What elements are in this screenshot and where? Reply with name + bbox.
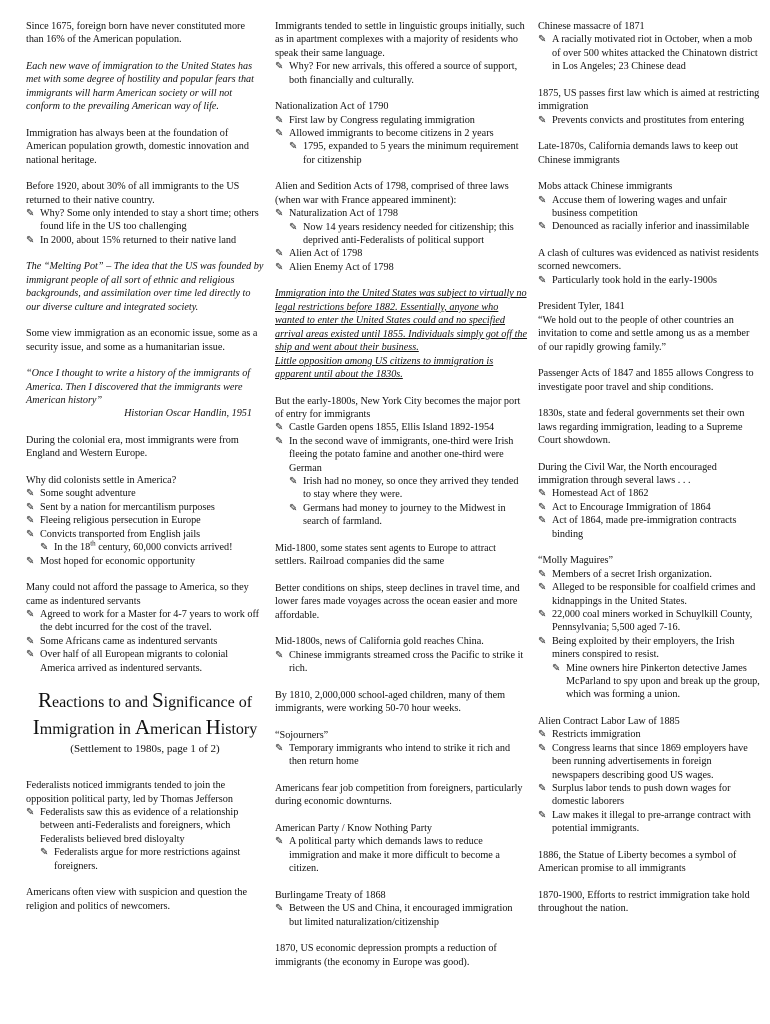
paragraph: Burlingame Treaty of 1868: [275, 889, 386, 901]
paragraph: Mobs attack Chinese immigrants: [538, 181, 673, 193]
text-block: [26, 60, 264, 114]
sub-bullet-item: ✎ Federalists argue for more restrictions against foreigners.: [40, 847, 241, 872]
pencil-icon: ✎: [26, 234, 35, 246]
pencil-icon: ✎: [275, 903, 284, 915]
bullet-item: ✎ Alien Act of 1798: [275, 248, 363, 260]
paragraph: 1886, the Statue of Liberty becomes a symbol of American promise to all immigrants: [538, 849, 737, 875]
bullet-item: ✎ Agreed to work for a Master for 4-7 years to work off the debt incurred for the cost of the travel.: [26, 608, 260, 634]
pencil-icon: ✎: [538, 608, 547, 620]
bullet-item: ✎ Prevents convicts and prostitutes from entering: [538, 114, 745, 126]
pencil-icon: ✎: [538, 568, 547, 580]
paragraph: American Party / Know Nothing Party: [275, 822, 433, 834]
bullet-item: ✎ Federalists saw this as evidence of a relationship between anti-Federalists and foreigners, which Federalists believed bred disloyalty: [26, 806, 239, 845]
pencil-icon: ✎: [40, 542, 49, 554]
pencil-icon: ✎: [275, 208, 284, 220]
pencil-icon: ✎: [26, 635, 35, 647]
bullet-item: ✎ Act to Encourage Immigration of 1864: [538, 501, 711, 513]
text-block: [538, 20, 760, 74]
paragraph: “Sojourners”: [275, 729, 329, 741]
paragraph: Alien and Sedition Acts of 1798, comprised of three laws (when war with France appeared imminent):: [275, 181, 509, 206]
pencil-icon: ✎: [552, 662, 561, 674]
pencil-icon: ✎: [275, 742, 284, 754]
underlined-italic-block: [275, 287, 528, 381]
title-line-2: Immigration in American History: [32, 715, 258, 740]
bullet-item: ✎ A political party which demands laws to reduce immigration and make it more difficult to become a citizen.: [275, 836, 500, 875]
bullet-item: ✎ Over half of all European migrants to colonial America arrived as indentured servants.: [26, 649, 229, 674]
pencil-icon: ✎: [538, 515, 547, 527]
column-1: [26, 20, 264, 926]
text-block: [538, 407, 760, 447]
paragraph: By 1810, 2,000,000 school-aged children, many of them immigrants, were working 50-70 hour weeks.: [275, 689, 506, 714]
pencil-icon: ✎: [289, 502, 298, 514]
text-block: [275, 20, 528, 87]
pencil-icon: ✎: [275, 61, 284, 73]
sub-bullet-item: ✎ Irish had no money, so once they arrived they tended to stay where they were.: [289, 475, 519, 501]
bullet-item: ✎ Allowed immigrants to become citizens in 2 years: [275, 128, 494, 140]
bullet-item: ✎ Castle Garden opens 1855, Ellis Island 1892-1954: [275, 422, 495, 434]
bullet-item: ✎ Act of 1864, made pre-immigration contracts binding: [538, 515, 737, 540]
paragraph: Immigration has always been at the foundation of American population growth, domestic innovation and national heritage.: [26, 127, 249, 166]
bullet-item: ✎ Accuse them of lowering wages and unfair business competition: [538, 194, 727, 220]
paragraph: Better conditions on ships, steep declines in travel time, and lower fares made voyages across the ocean easier and more affordable.: [275, 582, 520, 621]
pencil-icon: ✎: [275, 128, 284, 140]
paragraph: Little opposition among US citizens to immigration is apparent until about the 1830s.: [275, 355, 494, 380]
pencil-icon: ✎: [538, 501, 547, 513]
quote-text: “Once I thought to write a history of the immigrants of America. Then I discovered that the immigrants were American history”: [26, 368, 251, 407]
text-block: [26, 260, 264, 314]
text-block: [26, 886, 264, 913]
bullet-item: ✎ Restricts immigration: [538, 729, 641, 741]
pencil-icon: ✎: [26, 501, 35, 513]
bullet-item: ✎ Alien Enemy Act of 1798: [275, 261, 394, 273]
text-block: [538, 180, 760, 234]
sub-bullet-item: ✎ In the 18th century, 60,000 convicts arrived!: [40, 539, 233, 554]
pencil-icon: ✎: [538, 635, 547, 647]
column-3: [538, 20, 760, 929]
bullet-item: ✎ First law by Congress regulating immigration: [275, 114, 475, 126]
quote-text: “We hold out to the people of other countries an invitation to come and settle among us as a member of our rapidly growing family.”: [538, 314, 750, 353]
text-block: [275, 542, 528, 569]
text-block: [275, 100, 528, 167]
text-block: [275, 582, 528, 622]
italic-paragraph: Each new wave of immigration to the United States has met with some degree of hostility and popular fears that immigrants will harm American society or will not conform to the prevailing American way of life.: [26, 61, 254, 113]
paragraph: Americans fear job competition from foreigners, particularly during economic downturns.: [275, 782, 523, 808]
pencil-icon: ✎: [275, 435, 284, 447]
pencil-icon: ✎: [26, 528, 35, 540]
paragraph: Mid-1800s, news of California gold reaches China.: [275, 636, 484, 648]
paragraph: Nationalization Act of 1790: [275, 101, 389, 113]
bullet-item: ✎ Denounced as racially inferior and inassimilable: [538, 221, 750, 233]
sub-bullet-item: ✎ Now 14 years residency needed for citizenship; this deprived anti-Federalists of political support: [289, 221, 514, 247]
text-block: [275, 395, 528, 529]
bullet-item: ✎ Being exploited by their employers, the Irish miners conspired to resist.: [538, 635, 735, 661]
pencil-icon: ✎: [538, 488, 547, 500]
pencil-icon: ✎: [275, 649, 284, 661]
bullet-item: ✎ Congress learns that since 1869 employers have been running advertisements in foreign newspapers describing good US wages.: [538, 742, 748, 781]
pencil-icon: ✎: [26, 649, 35, 661]
text-block: [275, 782, 528, 809]
text-block: [26, 434, 264, 461]
paragraph: Mid-1800, some states sent agents to Europe to attract settlers. Railroad companies did the same: [275, 542, 496, 568]
bullet-item: ✎ Law makes it illegal to pre-arrange contract with potential immigrants.: [538, 809, 751, 835]
paragraph: Alien Contract Labor Law of 1885: [538, 715, 680, 727]
bullet-item: ✎ Some Africans came as indentured servants: [26, 635, 218, 647]
paragraph: Many could not afford the passage to America, so they came as indentured servants: [26, 582, 249, 607]
pencil-icon: ✎: [538, 194, 547, 206]
pencil-icon: ✎: [26, 515, 35, 527]
text-block: [26, 127, 264, 167]
paragraph: Americans often view with suspicion and question the religion and politics of newcomers.: [26, 887, 247, 912]
paragraph: President Tyler, 1841: [538, 301, 625, 313]
text-block: [275, 942, 528, 969]
text-block: [275, 180, 528, 274]
text-block: [275, 822, 528, 876]
paragraph: 1875, US passes first law which is aimed at restricting immigration: [538, 87, 760, 113]
pencil-icon: ✎: [40, 847, 49, 859]
pencil-icon: ✎: [26, 208, 35, 220]
pencil-icon: ✎: [538, 729, 547, 741]
paragraph: 1870-1900, Efforts to restrict immigration take hold throughout the nation.: [538, 889, 750, 915]
bullet-item: ✎ Naturalization Act of 1798: [275, 208, 398, 220]
pencil-icon: ✎: [275, 248, 284, 260]
italic-paragraph: The “Melting Pot” – The idea that the US was founded by immigrant people of all sort of ethnic and religious backgrounds, and assimilation over time led directly to our diverse culture and integrated society.: [26, 261, 264, 313]
title-line-1: Reactions to and Significance of: [37, 688, 253, 713]
bullet-item: ✎ Why? Some only intended to stay a short time; others found life in the US too challenging: [26, 208, 259, 233]
paragraph: Some view immigration as an economic issue, some as a security issue, and some as a humanitarian issue.: [26, 328, 258, 353]
pencil-icon: ✎: [275, 114, 284, 126]
paragraph: A clash of cultures was evidenced as nativist residents scorned newcomers.: [538, 248, 759, 273]
paragraph: Since 1675, foreign born have never constituted more than 16% of the American population.: [26, 21, 245, 46]
bullet-item: ✎ Sent by a nation for mercantilism purposes: [26, 501, 215, 513]
sub-bullet-item: ✎ 1795, expanded to 5 years the minimum requirement for citizenship: [289, 141, 519, 166]
pencil-icon: ✎: [26, 806, 35, 818]
text-block: [26, 474, 264, 568]
bullet-item: ✎ Homestead Act of 1862: [538, 488, 649, 500]
pencil-icon: ✎: [289, 475, 298, 487]
bullet-item: ✎ Convicts transported from English jails: [26, 528, 201, 540]
page-subtitle: (Settlement to 1980s, page 1 of 2): [70, 743, 220, 756]
sub-bullet-item: ✎ Germans had money to journey to the Midwest in search of farmland.: [289, 502, 506, 528]
pencil-icon: ✎: [275, 422, 284, 434]
paragraph: Chinese massacre of 1871: [538, 21, 645, 32]
text-block: [538, 715, 760, 836]
text-block: [538, 367, 760, 394]
bullet-item: ✎ A racially motivated riot in October, when a mob of over 500 whites attacked the Chinatown district in Los Angeles; 23 Chinese dead: [538, 34, 758, 73]
paragraph: Immigration into the United States was subject to virtually no legal restrictions before 1882. Essentially, anyone who wanted to enter the United States could and no specified arrival areas existed until 1855. Individuals simply got off the ship and went about their business.: [275, 288, 528, 354]
bullet-item: ✎ Particularly took hold in the early-1900s: [538, 274, 717, 286]
bullet-item: ✎ Alleged to be responsible for coalfield crimes and kidnappings in the United States.: [538, 582, 756, 607]
pencil-icon: ✎: [289, 141, 298, 153]
text-block: [26, 327, 264, 354]
paragraph: During the Civil War, the North encouraged immigration through several laws . . .: [538, 461, 717, 487]
pencil-icon: ✎: [275, 836, 284, 848]
text-block: [26, 180, 264, 247]
text-block: [26, 20, 264, 47]
paragraph: Immigrants tended to settle in linguistic groups initially, such as in apartment complexes with a majority of residents who speak their same language.: [275, 21, 525, 59]
paragraph: But the early-1800s, New York City becomes the major port of entry for immigrants: [275, 395, 521, 420]
text-block: [538, 849, 760, 876]
bullet-item: ✎ Surplus labor tends to push down wages for domestic laborers: [538, 782, 731, 808]
pencil-icon: ✎: [538, 114, 547, 126]
text-block: [275, 689, 528, 716]
pencil-icon: ✎: [538, 809, 547, 821]
paragraph: Passenger Acts of 1847 and 1855 allows Congress to investigate poor travel and ship conditions.: [538, 368, 754, 393]
pencil-icon: ✎: [289, 221, 298, 233]
pencil-icon: ✎: [26, 488, 35, 500]
text-block: [538, 889, 760, 916]
bullet-item: ✎ Chinese immigrants streamed cross the Pacific to strike it rich.: [275, 649, 524, 674]
text-block: [275, 729, 528, 769]
quote-attribution: Historian Oscar Handlin, 1951: [124, 408, 252, 420]
pencil-icon: ✎: [26, 608, 35, 620]
pencil-icon: ✎: [538, 742, 547, 754]
paragraph: During the colonial era, most immigrants were from England and Western Europe.: [26, 435, 239, 460]
text-block: [538, 461, 760, 541]
text-block: [538, 140, 760, 167]
pencil-icon: ✎: [275, 261, 284, 273]
paragraph: 1870, US economic depression prompts a reduction of immigrants (the economy in Europe was good).: [275, 943, 497, 968]
paragraph: Late-1870s, California demands laws to keep out Chinese immigrants: [538, 141, 739, 166]
text-block: [275, 635, 528, 675]
bullet-item: ✎ Some sought adventure: [26, 488, 136, 500]
paragraph: Federalists noticed immigrants tended to join the opposition political party, led by Thomas Jefferson: [26, 780, 233, 805]
pencil-icon: ✎: [26, 555, 35, 567]
bullet-item: ✎ Why? For new arrivals, this offered a source of support, both financially and culturally.: [275, 61, 518, 86]
bullet-item: ✎ Fleeing religious persecution in Europe: [26, 515, 201, 527]
text-block: [538, 87, 760, 127]
bullet-item: ✎ Between the US and China, it encouraged immigration but limited naturalization/citizenship: [275, 903, 513, 928]
bullet-item: ✎ Most hoped for economic opportunity: [26, 555, 196, 567]
pencil-icon: ✎: [538, 582, 547, 594]
quote-block: [26, 367, 264, 421]
paragraph: Before 1920, about 30% of all immigrants to the US returned to their native country.: [26, 181, 240, 206]
pencil-icon: ✎: [538, 274, 547, 286]
text-block: [538, 300, 760, 354]
bullet-item: ✎ In 2000, about 15% returned to their native land: [26, 234, 237, 246]
paragraph: Why did colonists settle in America?: [26, 475, 177, 487]
page-title: [26, 688, 264, 757]
bullet-item: ✎ Members of a secret Irish organization.: [538, 568, 712, 580]
bullet-item: ✎ In the second wave of immigrants, one-third were Irish fleeing the potato famine and another one-third were German: [275, 435, 514, 474]
text-block: [26, 779, 264, 873]
pencil-icon: ✎: [538, 782, 547, 794]
bullet-item: ✎ Temporary immigrants who intend to strike it rich and then return home: [275, 742, 511, 768]
text-block: [538, 554, 760, 701]
text-block: [538, 247, 760, 287]
paragraph: “Molly Maguires”: [538, 555, 613, 567]
pencil-icon: ✎: [538, 221, 547, 233]
paragraph: 1830s, state and federal governments set their own laws regarding immigration, leading to a Supreme Court showdown.: [538, 408, 745, 447]
text-block: [26, 581, 264, 675]
column-2: [275, 20, 528, 982]
sub-bullet-item: ✎ Mine owners hire Pinkerton detective James McParland to spy upon and break up the group, which was forming a union.: [552, 662, 760, 701]
pencil-icon: ✎: [538, 34, 547, 46]
bullet-item: ✎ 22,000 coal miners worked in Schuylkill County, Pennsylvania; 5,500 aged 7-16.: [538, 608, 753, 634]
text-block: [275, 889, 528, 929]
